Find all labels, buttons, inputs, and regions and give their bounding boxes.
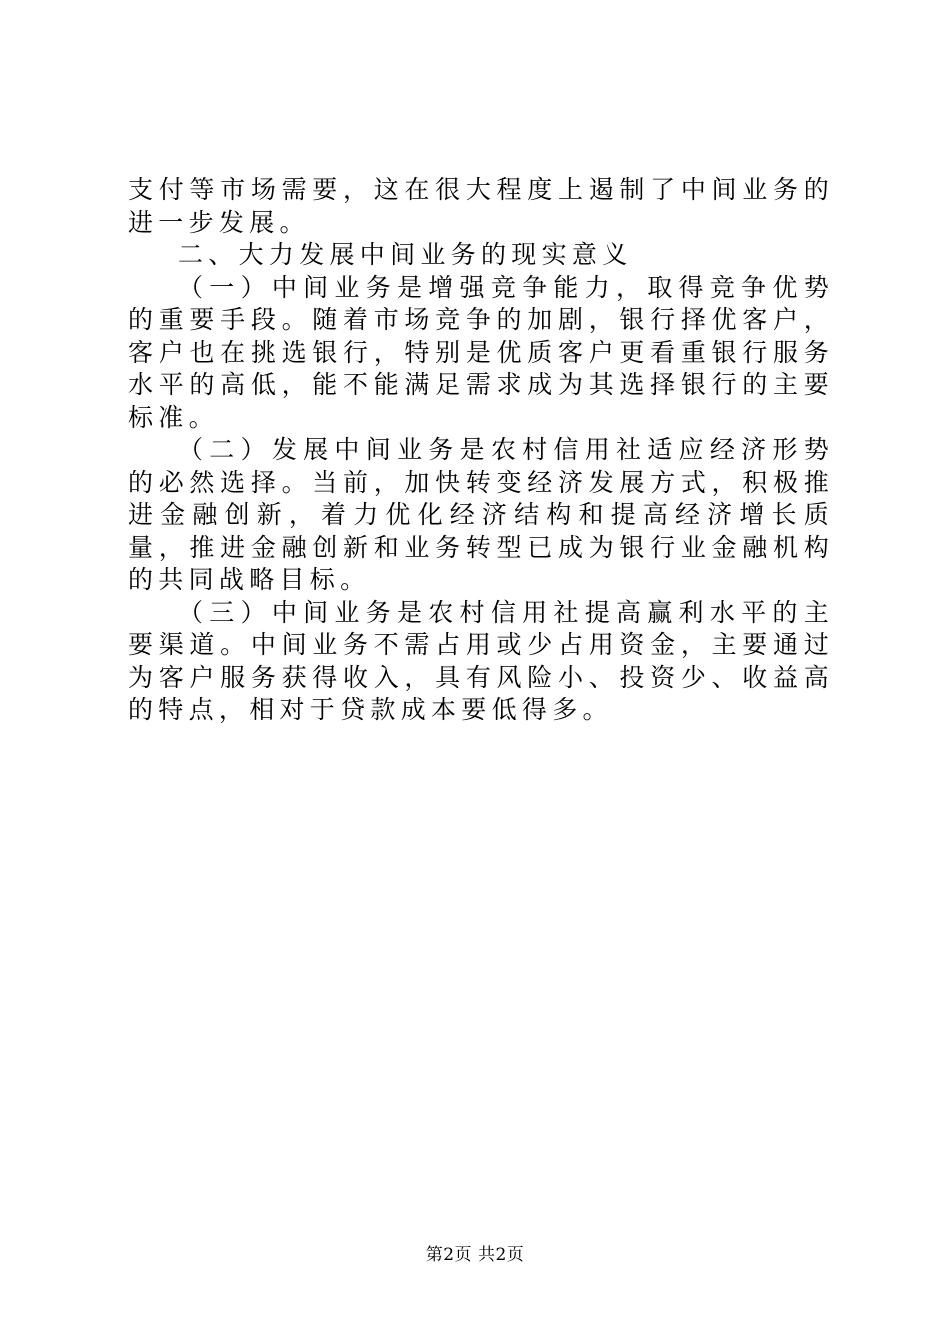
document-body — [128, 174, 834, 727]
section-heading: 二、大力发展中间业务的现实意义 — [178, 240, 633, 269]
paragraph-continuation: 支付等市场需要，这在很大程度上遏制了中间业务的进一步发展。 — [128, 175, 834, 237]
paragraph-point-3: （三）中间业务是农村信用社提高赢利水平的主要渠道。中间业务不需占用或少占用资金，主要通过为客户服务获得收入，具有风险小、投资少、收益高的特点，相对于贷款成本要低得多。 — [128, 597, 834, 724]
paragraph-point-1: （一）中间业务是增强竞争能力，取得竞争优势的重要手段。随着市场竞争的加剧，银行择优客户，客户也在挑选银行，特别是优质客户更看重银行服务水平的高低，能不能满足需求成为其选择银行的主要标准。 — [128, 272, 834, 432]
page-footer — [0, 1244, 950, 1266]
page-number-label: 第2页 共2页 — [425, 1245, 525, 1265]
paragraph-point-2: （二）发展中间业务是农村信用社适应经济形势的必然选择。当前，加快转变经济发展方式，积极推进金融创新，着力优化经济结构和提高经济增长质量，推进金融创新和业务转型已成为银行业金融机构的共同战略目标。 — [128, 435, 834, 594]
